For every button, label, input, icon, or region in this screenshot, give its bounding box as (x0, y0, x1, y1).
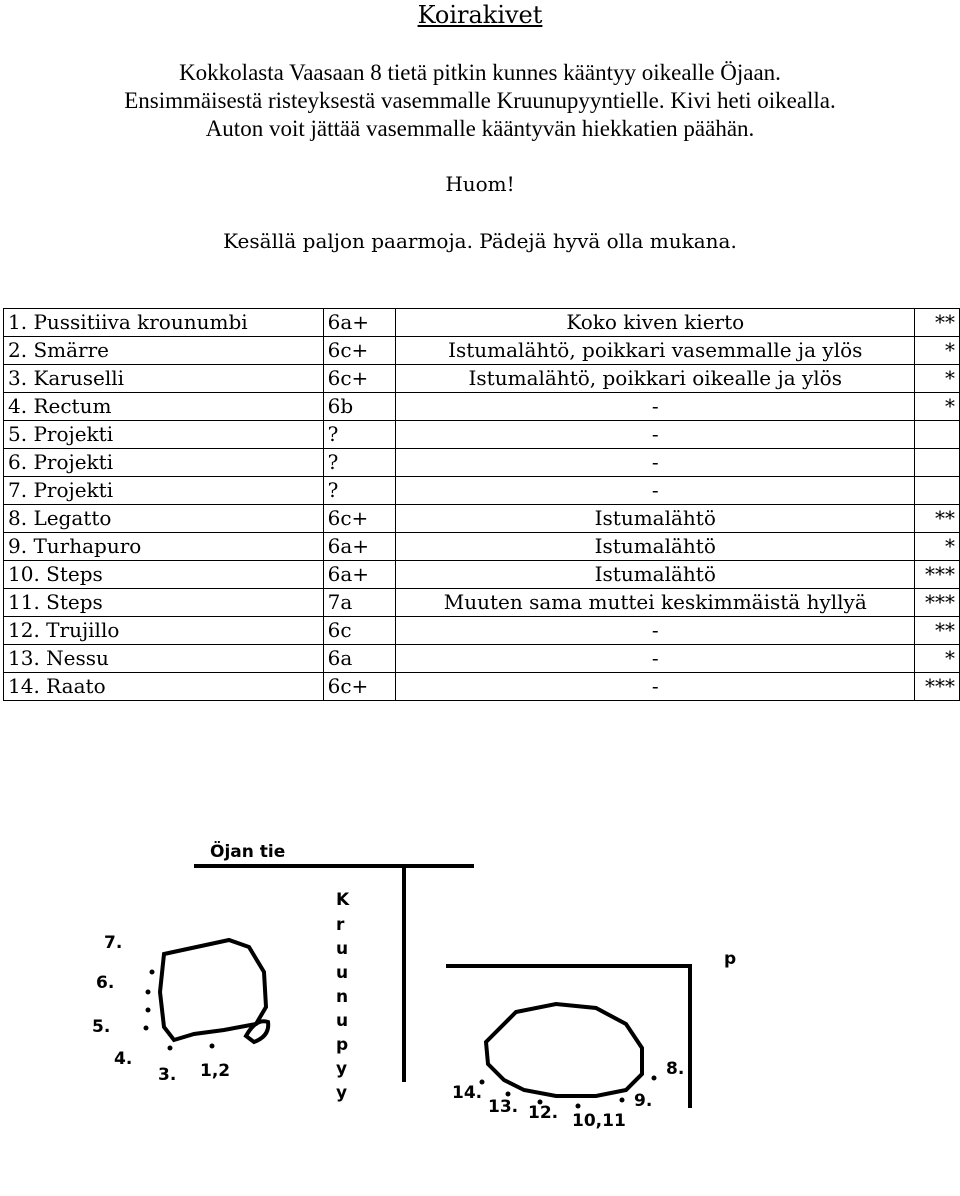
route-stars: * (915, 337, 960, 365)
svg-text:y: y (336, 1059, 348, 1079)
route-description: - (396, 673, 915, 701)
boulder-2-outline (486, 1004, 642, 1096)
route-name: 9. Turhapuro (4, 533, 324, 561)
route-grade: 6a+ (323, 309, 396, 337)
svg-text:12.: 12. (528, 1103, 559, 1123)
svg-text:13.: 13. (488, 1097, 519, 1117)
svg-text:K: K (336, 890, 350, 910)
route-name: 14. Raato (4, 673, 324, 701)
route-description: Koko kiven kierto (396, 309, 915, 337)
table-row (4, 477, 960, 505)
route-description: - (396, 477, 915, 505)
svg-text:9.: 9. (634, 1091, 653, 1111)
table-row (4, 309, 960, 337)
svg-text:5.: 5. (92, 1017, 111, 1037)
route-grade: 6c+ (323, 337, 396, 365)
route-name: 8. Legatto (4, 505, 324, 533)
route-description: Muuten sama muttei keskimmäistä hyllyä (396, 589, 915, 617)
route-description: Istumalähtö (396, 561, 915, 589)
route-name: 12. Trujillo (4, 617, 324, 645)
svg-text:3.: 3. (158, 1065, 177, 1085)
svg-text:14.: 14. (452, 1083, 483, 1103)
route-stars (915, 477, 960, 505)
route-description: Istumalähtö, poikkari vasemmalle ja ylös (396, 337, 915, 365)
boulder-1-outline (160, 940, 266, 1040)
note-heading: Huom! (445, 172, 515, 196)
route-stars: *** (915, 589, 960, 617)
svg-text:n: n (336, 987, 349, 1007)
route-stars: *** (915, 561, 960, 589)
route-stars: ** (915, 309, 960, 337)
route-grade: 6c (323, 617, 396, 645)
route-grade: ? (323, 449, 396, 477)
route-stars: * (915, 533, 960, 561)
svg-text:10,11: 10,11 (572, 1111, 626, 1131)
route-name: 3. Karuselli (4, 365, 324, 393)
table-row (4, 673, 960, 701)
directions-line-3: Auton voit jättää vasemmalle kääntyvän hiekkatien päähän. (205, 116, 755, 141)
route-grade: 6c+ (323, 673, 396, 701)
directions-line-1: Kokkolasta Vaasaan 8 tietä pitkin kunnes kääntyy oikealle Öjaan. (179, 60, 781, 85)
svg-text:y: y (336, 1083, 348, 1103)
table-row (4, 505, 960, 533)
route-grade: 6a+ (323, 533, 396, 561)
table-row (4, 421, 960, 449)
route-stars: * (915, 393, 960, 421)
table-row (4, 561, 960, 589)
svg-text:4.: 4. (114, 1049, 133, 1069)
route-grade: 6b (323, 393, 396, 421)
route-grade: 6a+ (323, 561, 396, 589)
svg-text:6.: 6. (96, 973, 115, 993)
route-stars: * (915, 645, 960, 673)
table-row (4, 393, 960, 421)
note-text: Kesällä paljon paarmoja. Pädejä hyvä olla mukana. (223, 229, 737, 253)
route-name: 4. Rectum (4, 393, 324, 421)
svg-text:8.: 8. (666, 1059, 685, 1079)
route-name: 7. Projekti (4, 477, 324, 505)
svg-text:p: p (336, 1035, 349, 1055)
svg-text:7.: 7. (104, 933, 123, 953)
route-name: 13. Nessu (4, 645, 324, 673)
route-grade: 6a (323, 645, 396, 673)
route-grade: 6c+ (323, 365, 396, 393)
route-name: 10. Steps (4, 561, 324, 589)
route-description: - (396, 617, 915, 645)
svg-text:u: u (336, 963, 349, 983)
road-label: Öjan tie (210, 842, 286, 862)
table-row (4, 645, 960, 673)
parking-label: p (724, 949, 737, 969)
route-name: 6. Projekti (4, 449, 324, 477)
page-title: Koirakivet (417, 1, 543, 29)
route-description: Istumalähtö (396, 533, 915, 561)
boulder-2-map (446, 924, 750, 1194)
route-grade: 6c+ (323, 505, 396, 533)
svg-text:u: u (336, 939, 349, 959)
route-name: 11. Steps (4, 589, 324, 617)
route-stars: ** (915, 505, 960, 533)
route-grade: ? (323, 421, 396, 449)
route-stars: *** (915, 673, 960, 701)
table-row (4, 589, 960, 617)
route-description: - (396, 645, 915, 673)
route-description: Istumalähtö (396, 505, 915, 533)
svg-text:1,2: 1,2 (200, 1061, 231, 1081)
route-description: - (396, 421, 915, 449)
route-name: 2. Smärre (4, 337, 324, 365)
route-stars: * (915, 365, 960, 393)
svg-text:u: u (336, 1011, 349, 1031)
side-road-label (336, 890, 350, 1103)
route-stars (915, 449, 960, 477)
route-grade: 7a (323, 589, 396, 617)
route-name: 1. Pussitiiva krounumbi (4, 309, 324, 337)
route-stars: ** (915, 617, 960, 645)
svg-text:r: r (336, 915, 345, 935)
route-description: - (396, 393, 915, 421)
table-row (4, 533, 960, 561)
route-description: Istumalähtö, poikkari oikealle ja ylös (396, 365, 915, 393)
table-row (4, 449, 960, 477)
route-name: 5. Projekti (4, 421, 324, 449)
table-row (4, 617, 960, 645)
table-row (4, 337, 960, 365)
directions-line-2: Ensimmäisestä risteyksestä vasemmalle Kruunupyyntielle. Kivi heti oikealla. (124, 88, 836, 113)
route-stars (915, 421, 960, 449)
route-grade: ? (323, 477, 396, 505)
table-row (4, 365, 960, 393)
routes-table (3, 308, 960, 701)
area-map (24, 812, 474, 1192)
route-description: - (396, 449, 915, 477)
